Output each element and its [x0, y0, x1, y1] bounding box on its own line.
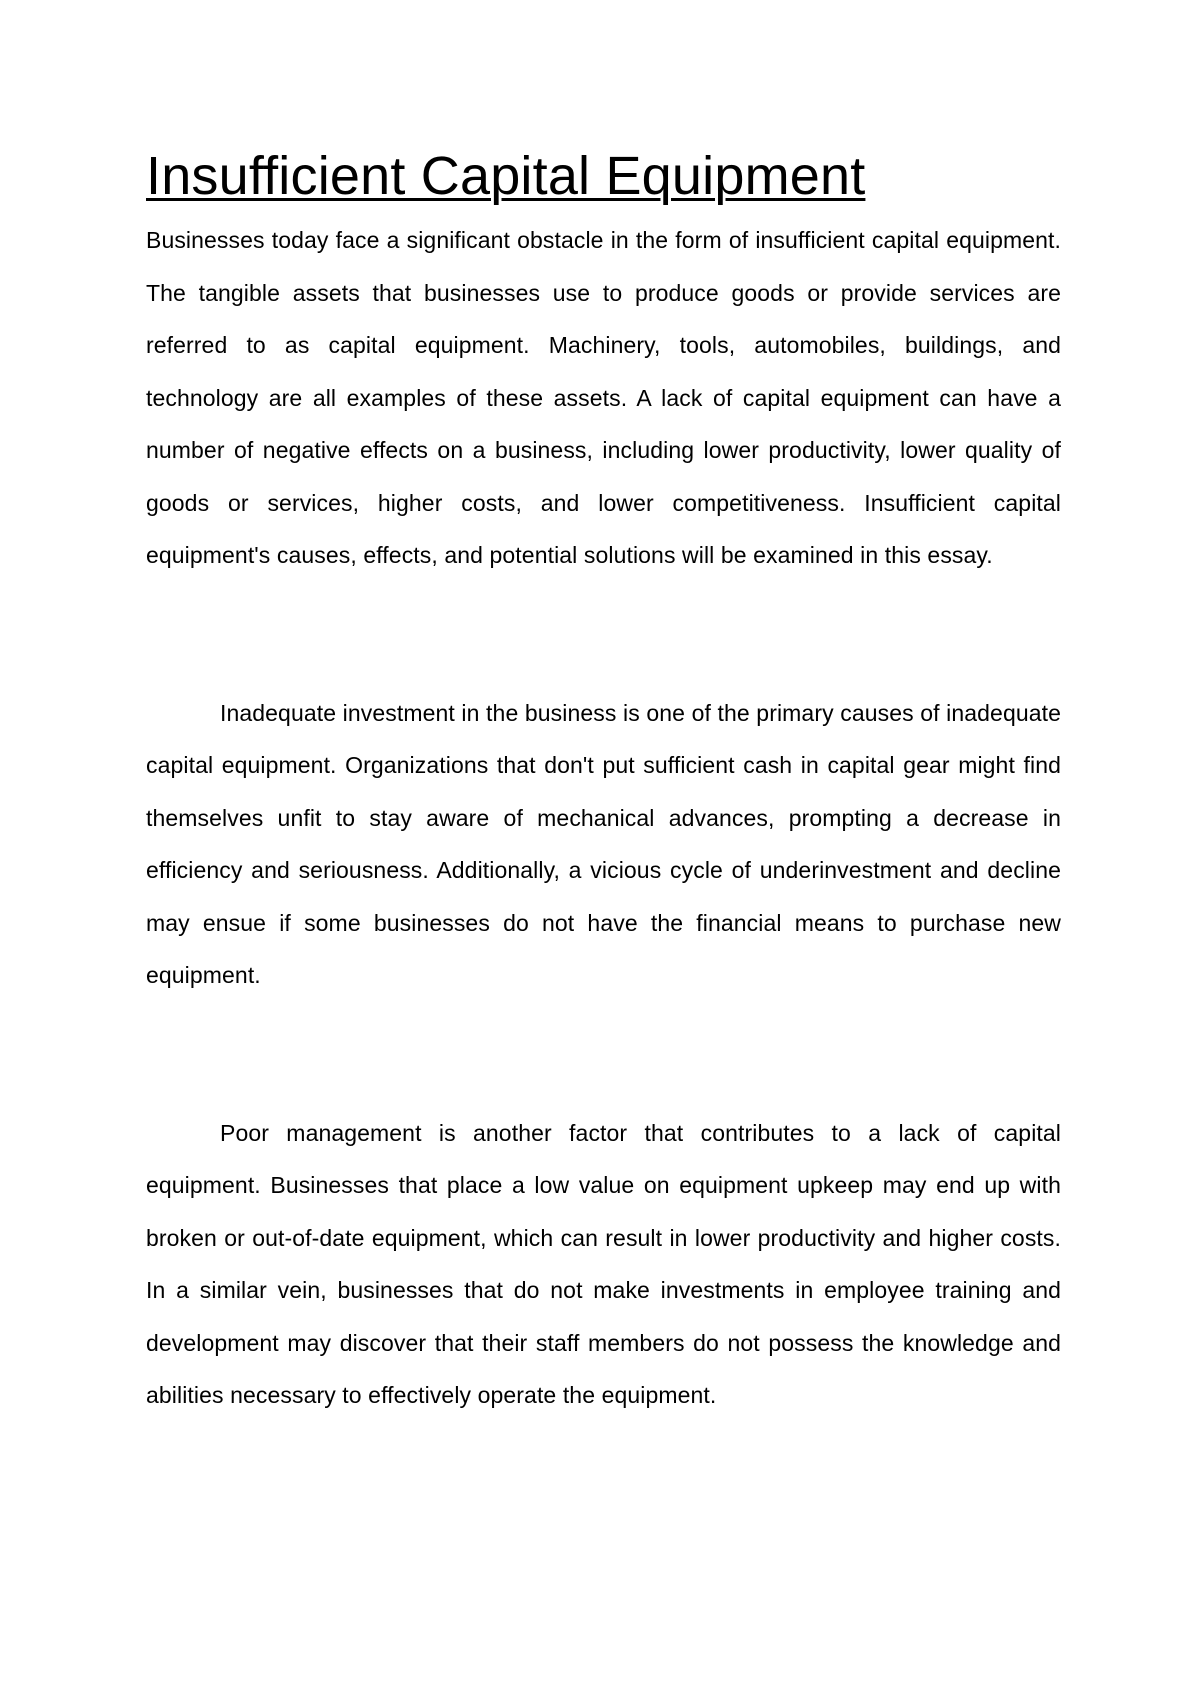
paragraph-spacer	[146, 582, 1061, 687]
paragraph-causes-investment: Inadequate investment in the business is one of the primary causes of inadequate capital equipment. Organizations that don't put sufficient cash in capital gear might find themselves unfit to stay aware of mechanical advances, prompting a decrease in efficiency and seriousness. Additionally, a vicious cycle of underinvestment and decline may ensue if some businesses do not have the financial means to purchase new equipment.	[146, 699, 1061, 988]
paragraph-causes-management: Poor management is another factor that contributes to a lack of capital equipment. Businesses that place a low value on equipment upkeep may end up with broken or out-of-date equipment, which can result in lower productivity and higher costs. In a similar vein, businesses that do not make investments in employee training and development may discover that their staff members do not possess the knowledge and abilities necessary to effectively operate the equipment.	[146, 1119, 1061, 1408]
document-title: Insufficient Capital Equipment	[146, 146, 866, 206]
paragraph-spacer	[146, 1002, 1061, 1107]
paragraph-introduction: Businesses today face a significant obstacle in the form of insufficient capital equipment. The tangible assets that businesses use to produce goods or provide services are referred to as capital equipment. Machinery, tools, automobiles, buildings, and technology are all examples of these assets. A lack of capital equipment can have a number of negative effects on a business, including lower productivity, lower quality of goods or services, higher costs, and lower competitiveness. Insufficient capital equipment's causes, effects, and potential solutions will be examined in this essay.	[146, 227, 1061, 568]
document-body	[146, 142, 1061, 1422]
